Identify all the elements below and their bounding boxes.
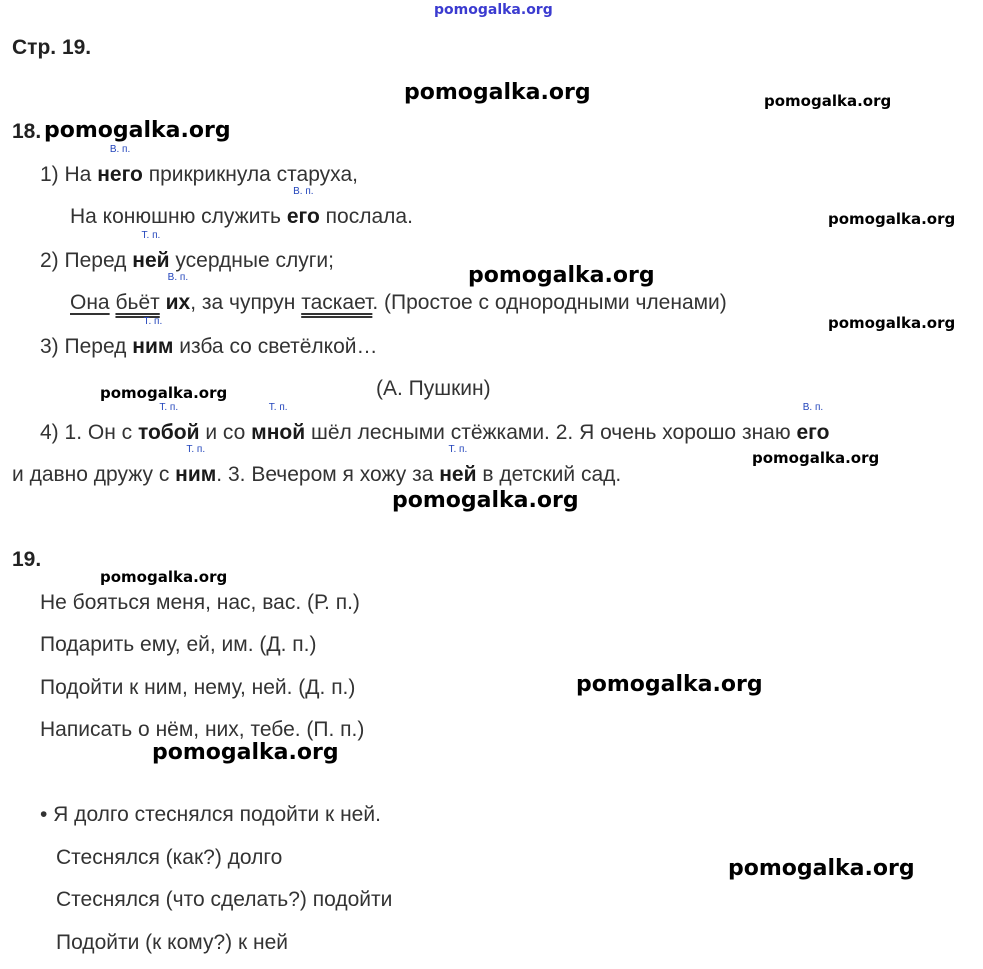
watermark-text: pomogalka.org	[576, 672, 763, 697]
item-number: 1)	[40, 163, 65, 186]
pronoun	[286, 186, 320, 230]
ex19-line: Написать о нём, них, тебе. (П. п.)	[40, 718, 365, 741]
pronoun	[137, 402, 200, 446]
word-pair: Подойти (к кому?) к ней	[56, 931, 288, 954]
case-label: В. п.	[109, 144, 131, 155]
predicate-underlined: бьёт	[115, 291, 160, 314]
predicate-underlined: таскает	[301, 291, 373, 314]
ex18-line-2	[70, 186, 413, 230]
case-label: Т. п.	[159, 402, 179, 413]
pronoun	[97, 144, 143, 188]
pronoun	[175, 444, 217, 488]
watermark-text: pomogalka.org	[764, 92, 892, 110]
pronoun-word: ним	[175, 463, 217, 486]
case-label: Т. п.	[143, 316, 163, 327]
item-number: 4)	[40, 421, 65, 444]
ex18-line-8	[12, 444, 622, 488]
watermark-text: pomogalka.org	[44, 118, 231, 143]
exercise-number: 19.	[12, 548, 42, 571]
pronoun-word: ней	[439, 463, 477, 486]
pronoun-word: его	[286, 205, 320, 228]
word-pair: Стеснялся (как?) долго	[56, 846, 283, 869]
case-label: Т. п.	[141, 230, 161, 241]
item-number: 3)	[40, 335, 65, 358]
ex19-line: Подарить ему, ей, им. (Д. п.)	[40, 633, 317, 656]
item-number: 2)	[40, 249, 65, 272]
word-pair: Стеснялся (что сделать?) подойти	[56, 888, 393, 911]
watermark-text: pomogalka.org	[468, 263, 655, 288]
pronoun-word: его	[796, 421, 830, 444]
top-watermark: pomogalka.org	[434, 2, 553, 18]
pronoun-word: тобой	[137, 421, 200, 444]
watermark-text: pomogalka.org	[152, 740, 339, 765]
case-label: Т. п.	[268, 402, 288, 413]
ex18-line-1	[40, 144, 358, 188]
case-label: Т. п.	[186, 444, 206, 455]
text-fragment: послала.	[319, 205, 413, 228]
example-sentence: • Я долго стеснялся подойти к ней.	[40, 803, 381, 826]
text-fragment: Перед	[64, 249, 133, 272]
pronoun	[132, 230, 170, 274]
watermark-text: pomogalka.org	[828, 314, 956, 332]
text-fragment: . (Простое с однородными членами)	[372, 291, 727, 314]
watermark-text: pomogalka.org	[728, 856, 915, 881]
ex19-line: Подойти к ним, нему, ней. (Д. п.)	[40, 676, 356, 699]
subject-underlined: Она	[70, 291, 110, 314]
text-fragment: Перед	[64, 335, 133, 358]
pronoun	[439, 444, 477, 488]
pronoun	[251, 402, 306, 446]
text-fragment: , за чупрун	[190, 291, 302, 314]
text-fragment: 1. Он с	[64, 421, 138, 444]
text-fragment: и со	[199, 421, 252, 444]
watermark-text: pomogalka.org	[100, 568, 228, 586]
watermark-text: pomogalka.org	[100, 384, 228, 402]
page-reference: Стр. 19.	[12, 36, 92, 59]
text-fragment: усердные слуги;	[169, 249, 334, 272]
author-attribution: (А. Пушкин)	[376, 377, 491, 400]
pronoun-word: ним	[132, 335, 174, 358]
pronoun-word: него	[97, 163, 143, 186]
ex19-line: Не бояться меня, нас, вас. (Р. п.)	[40, 591, 360, 614]
case-label: В. п.	[167, 272, 189, 283]
text-fragment: . 3. Вечером я хожу за	[216, 463, 440, 486]
watermark-text: pomogalka.org	[752, 449, 880, 467]
case-label: В. п.	[293, 186, 314, 197]
pronoun	[796, 402, 830, 446]
ex18-line-7	[40, 402, 830, 446]
text-fragment: На конюшню служить	[70, 205, 287, 228]
pronoun	[132, 316, 174, 360]
ex18-line-3	[40, 230, 334, 274]
text-fragment: изба со светёлкой…	[173, 335, 378, 358]
text-fragment: На	[64, 163, 98, 186]
watermark-text: pomogalka.org	[404, 80, 591, 105]
case-label: В. п.	[802, 402, 824, 413]
watermark-text: pomogalka.org	[392, 488, 579, 513]
watermark-text: pomogalka.org	[828, 210, 956, 228]
text-fragment: шёл лесными стёжками. 2. Я очень хорошо знаю	[305, 421, 797, 444]
pronoun-word: ней	[132, 249, 170, 272]
text-fragment: и давно дружу с	[12, 463, 176, 486]
pronoun	[165, 272, 191, 316]
text-fragment: в детский сад.	[476, 463, 622, 486]
pronoun-word: их	[165, 291, 191, 314]
exercise-number: 18.	[12, 120, 42, 143]
ex18-line-5	[40, 316, 378, 360]
text-fragment: прикрикнула старуха,	[142, 163, 358, 186]
case-label: Т. п.	[448, 444, 468, 455]
pronoun-word: мной	[251, 421, 306, 444]
